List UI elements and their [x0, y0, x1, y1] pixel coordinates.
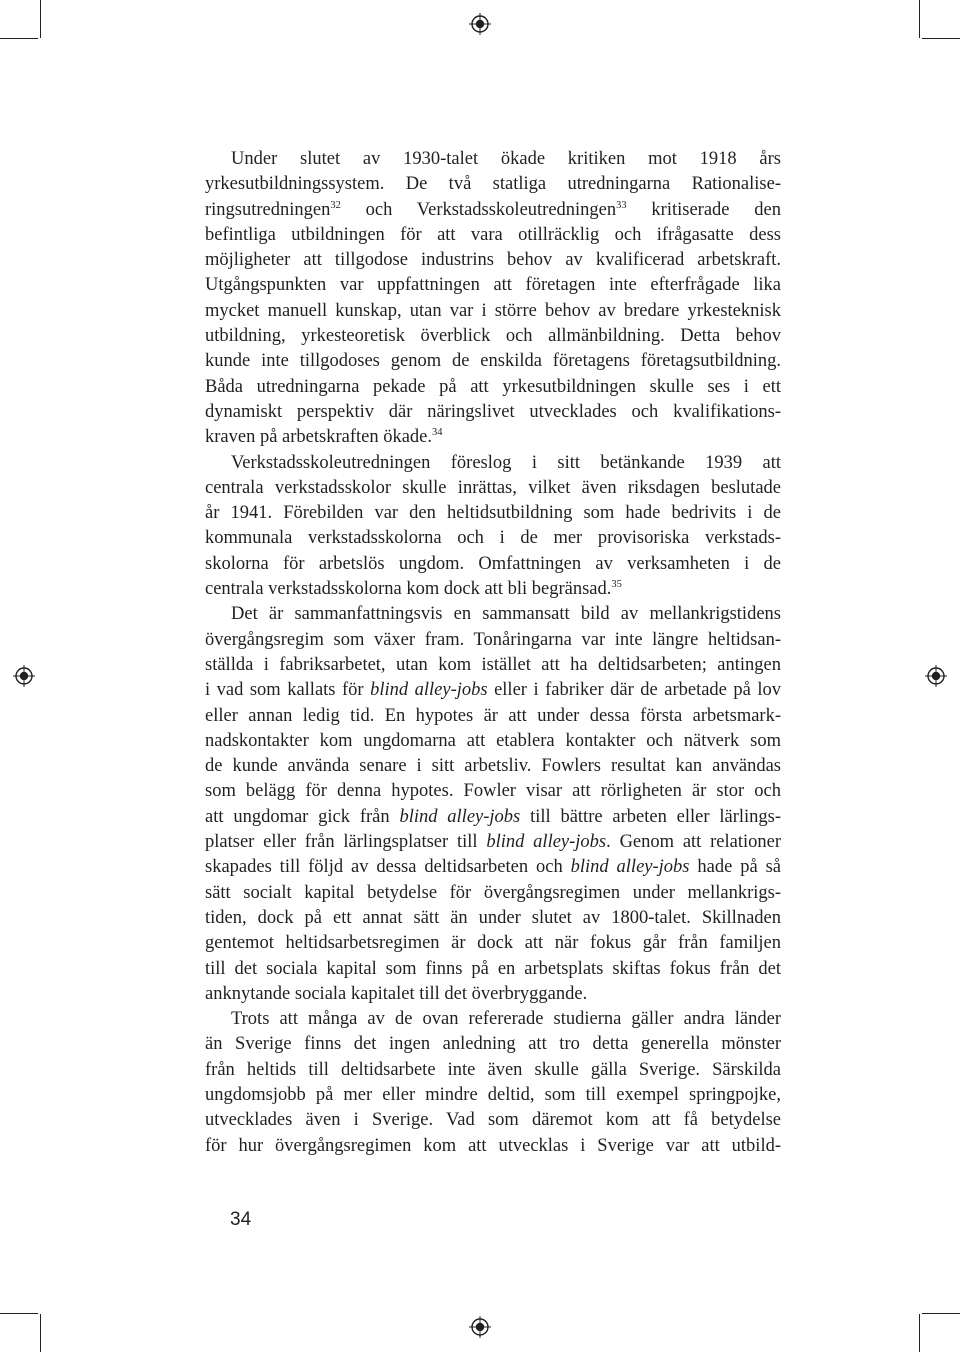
text-run: ungdomsjobb på mer eller mindre deltid, som till exempel springpojke,: [205, 1084, 781, 1105]
text-line: [205, 906, 781, 931]
text-line: [205, 830, 781, 855]
text-line: [205, 754, 781, 779]
text-line: [205, 476, 781, 501]
text-run: centrala verkstadsskolorna kom dock att bli begränsad.: [205, 579, 612, 600]
footnote-ref: 32: [330, 199, 341, 211]
text-run: eller annan ledig tid. En hypotes är att under dessa första arbetsmark-: [205, 705, 781, 726]
registration-mark-top-icon: [469, 13, 491, 35]
text-run: Båda utredningarna pekade på att yrkesutbildningen skulle ses i ett: [205, 376, 781, 397]
text-line: [205, 349, 781, 374]
text-run: kraven på arbetskraften ökade.: [205, 427, 433, 448]
registration-mark-left-icon: [13, 665, 35, 687]
text-line: [205, 982, 781, 1007]
text-run: kommunala verkstadsskolorna och i de mer provisoriska verkstads-: [205, 528, 781, 549]
italic-term: blind alley-jobs: [399, 806, 521, 827]
text-run: och Verkstadsskoleutredningen: [340, 199, 617, 220]
text-run: Det är sammanfattningsvis en sammansatt bild av mellankrigstidens: [231, 604, 781, 625]
registration-mark-bottom-icon: [469, 1316, 491, 1338]
text-line: [205, 198, 781, 223]
text-run: Verkstadsskoleutredningen föreslog i sitt betänkande 1939 att: [231, 452, 781, 473]
text-line: [205, 1108, 781, 1133]
registration-mark-right-icon: [925, 665, 947, 687]
footnote-ref: 33: [616, 199, 627, 211]
text-run: nadskontakter kom ungdomarna att etablera kontakter och nätverk som: [205, 730, 781, 751]
crop-mark-bottom-left-horizontal: [0, 1313, 38, 1314]
text-run: att ungdomar gick från: [205, 806, 400, 827]
text-run: ställda i fabriksarbetet, utan kom istället att ha deltidsarbeten; antingen: [205, 654, 781, 675]
text-line: [205, 1007, 781, 1032]
text-run: sätt socialt kapital betydelse för övergångsregimen under mellankrigs-: [205, 882, 781, 903]
text-run: som belägg för denna hypotes. Fowler visar att rörligheten är stor och: [205, 781, 781, 802]
text-run: anknytande sociala kapitalet till det överbryggande.: [205, 983, 588, 1004]
text-line: [205, 324, 781, 349]
text-line: [205, 779, 781, 804]
crop-mark-top-right: [919, 0, 920, 38]
crop-mark-bottom-right: [919, 1314, 920, 1352]
text-run: mycket manuell kunskap, utan var i större behov av bredare yrkesteknisk: [205, 300, 781, 321]
italic-term: blind alley-jobs: [486, 832, 607, 853]
text-line: [205, 299, 781, 324]
text-line: [205, 931, 781, 956]
text-line: [205, 729, 781, 754]
text-run: för hur övergångsregimen kom att utvecklas i Sverige var att utbild-: [205, 1135, 781, 1156]
italic-term: blind alley-jobs: [570, 857, 690, 878]
italic-term: blind alley-jobs: [370, 680, 488, 701]
text-run: övergångsregim som växer fram. Tonåringarna var inte längre heltidsan-: [205, 629, 781, 650]
text-line: [205, 526, 781, 551]
crop-mark-top-left: [40, 0, 41, 38]
text-run: befintliga utbildningen för att vara otillräcklig och ifrågasatte dess: [205, 224, 781, 245]
text-run: till det sociala kapital som finns på en arbetsplats skiftas fokus från det: [205, 958, 781, 979]
text-line: [205, 552, 781, 577]
text-line: [205, 451, 781, 476]
text-run: Utgångspunkten var uppfattningen att företagen inte efterfrågade lika: [205, 275, 781, 296]
text-line: [205, 1032, 781, 1057]
text-run: . Genom att relationer: [606, 832, 782, 853]
text-run: år 1941. Förebilden var den heltidsutbildning som hade bedrivits i de: [205, 503, 781, 524]
text-run: utbildning, yrkesteoretisk överblick och allmänbildning. Detta behov: [205, 326, 781, 347]
text-run: Trots att många av de ovan refererade studierna gäller andra länder: [231, 1009, 781, 1030]
text-run: från heltids till deltidsarbete inte även skulle gälla Sverige. Särskilda: [205, 1059, 781, 1080]
text-line: [205, 375, 781, 400]
text-run: kritiserade den: [626, 199, 781, 220]
crop-mark-top-right-horizontal: [922, 38, 960, 39]
text-run: i vad som kallats för: [205, 680, 371, 701]
text-run: utvecklades även i Sverige. Vad som däremot kom att få betydelse: [205, 1110, 781, 1131]
body-text: [205, 147, 781, 1159]
text-run: hade på så: [689, 857, 782, 878]
text-line: [205, 248, 781, 273]
text-line: [205, 957, 781, 982]
text-line: [205, 501, 781, 526]
text-line: [205, 805, 781, 830]
page-number: 34: [230, 1209, 252, 1230]
text-line: [205, 273, 781, 298]
text-run: de kunde använda senare i sitt arbetsliv. Fowlers resultat kan användas: [205, 756, 781, 777]
text-line: [205, 1058, 781, 1083]
text-run: än Sverige finns det ingen anledning att tro detta generella mönster: [205, 1034, 781, 1055]
footnote-ref: 34: [432, 427, 443, 439]
text-line: [205, 147, 781, 172]
crop-mark-bottom-right-horizontal: [922, 1313, 960, 1314]
text-line: [205, 602, 781, 627]
crop-mark-bottom-left: [40, 1314, 41, 1352]
text-run: kunde inte tillgodoses genom de enskilda företagens företagsutbildning.: [205, 351, 781, 372]
text-line: [205, 1134, 781, 1159]
text-line: [205, 425, 781, 450]
text-line: [205, 400, 781, 425]
text-line: [205, 678, 781, 703]
text-run: till bättre arbeten eller lärlings-: [520, 806, 781, 827]
text-run: tiden, dock på ett annat sätt än under slutet av 1800-talet. Skillnaden: [205, 907, 781, 928]
footnote-ref: 35: [611, 579, 622, 591]
text-line: [205, 577, 781, 602]
text-run: ringsutredningen: [205, 199, 331, 220]
text-run: möjligheter att tillgodose industrins behov av kvalificerad arbetskraft.: [205, 250, 781, 271]
text-run: dynamiskt perspektiv där näringslivet utvecklades och kvalifikations-: [205, 401, 781, 422]
text-line: [205, 855, 781, 880]
text-run: Under slutet av 1930-talet ökade kritiken mot 1918 års: [231, 149, 781, 169]
text-line: [205, 1083, 781, 1108]
text-run: gentemot heltidsarbetsregimen är dock att när fokus går från familjen: [205, 933, 781, 954]
text-line: [205, 172, 781, 197]
text-line: [205, 881, 781, 906]
text-run: skapades till följd av dessa deltidsarbeten och: [205, 857, 571, 878]
crop-mark-top-left-horizontal: [0, 38, 38, 39]
text-line: [205, 628, 781, 653]
text-run: yrkesutbildningssystem. De två statliga utredningarna Rationalise-: [205, 174, 781, 195]
text-run: eller i fabriker där de arbetade på lov: [487, 680, 781, 701]
text-run: platser eller från lärlingsplatser till: [205, 832, 487, 853]
text-run: centrala verkstadsskolor skulle inrättas, vilket även riksdagen beslutade: [205, 477, 781, 498]
text-line: [205, 704, 781, 729]
text-line: [205, 653, 781, 678]
text-line: [205, 223, 781, 248]
text-run: skolorna för arbetslös ungdom. Omfattningen av verksamheten i de: [205, 553, 781, 574]
